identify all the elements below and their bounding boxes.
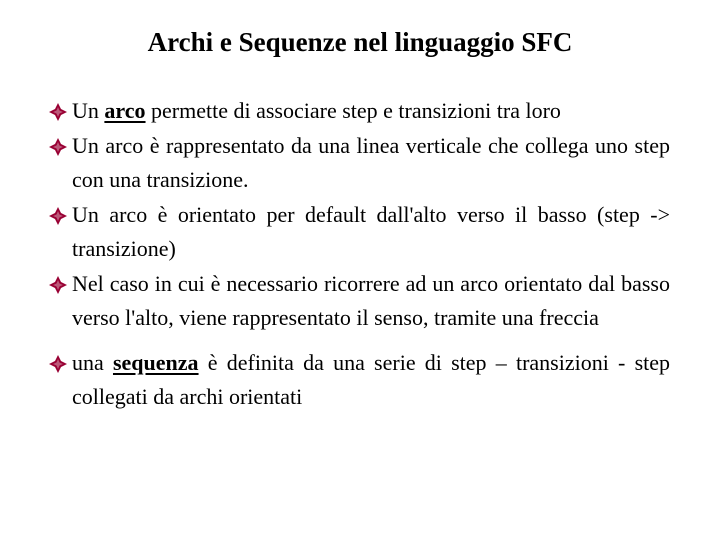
diamond-bullet-icon: [48, 137, 68, 157]
bullet-item: [48, 94, 670, 129]
keyword-arco: arco: [104, 98, 146, 123]
bullet-text-before: Un: [72, 98, 105, 123]
bullet-item: [48, 198, 670, 267]
slide-title: Archi e Sequenze nel linguaggio SFC: [147, 27, 573, 57]
diamond-bullet-icon: [48, 102, 68, 122]
diamond-bullet-icon: [48, 275, 68, 295]
bullet-text-before: una: [72, 349, 113, 375]
bullet-item: [48, 346, 670, 415]
bullet-text: Un arco è rappresentato da una linea verticale che collega uno step con una transizione.: [72, 132, 670, 192]
bullet-text: Un arco è orientato per default dall'alto verso il basso (step -> transizione): [72, 201, 670, 261]
bullet-text-after: permette di associare step e transizioni tra loro: [145, 98, 561, 123]
bullet-text-after: è definita da una serie di step – transizioni - step collegati da archi orientati: [72, 349, 671, 409]
diamond-bullet-icon: [48, 354, 68, 374]
bullet-item: [48, 267, 670, 336]
bullet-text: Nel caso in cui è necessario ricorrere ad un arco orientato dal basso verso l'alto, viene rappresentato il senso, tramite una freccia: [72, 270, 670, 330]
bullet-item: [48, 129, 670, 198]
bullet-list: [48, 94, 670, 415]
diamond-bullet-icon: [48, 206, 68, 226]
keyword-sequenza: sequenza: [112, 349, 199, 375]
